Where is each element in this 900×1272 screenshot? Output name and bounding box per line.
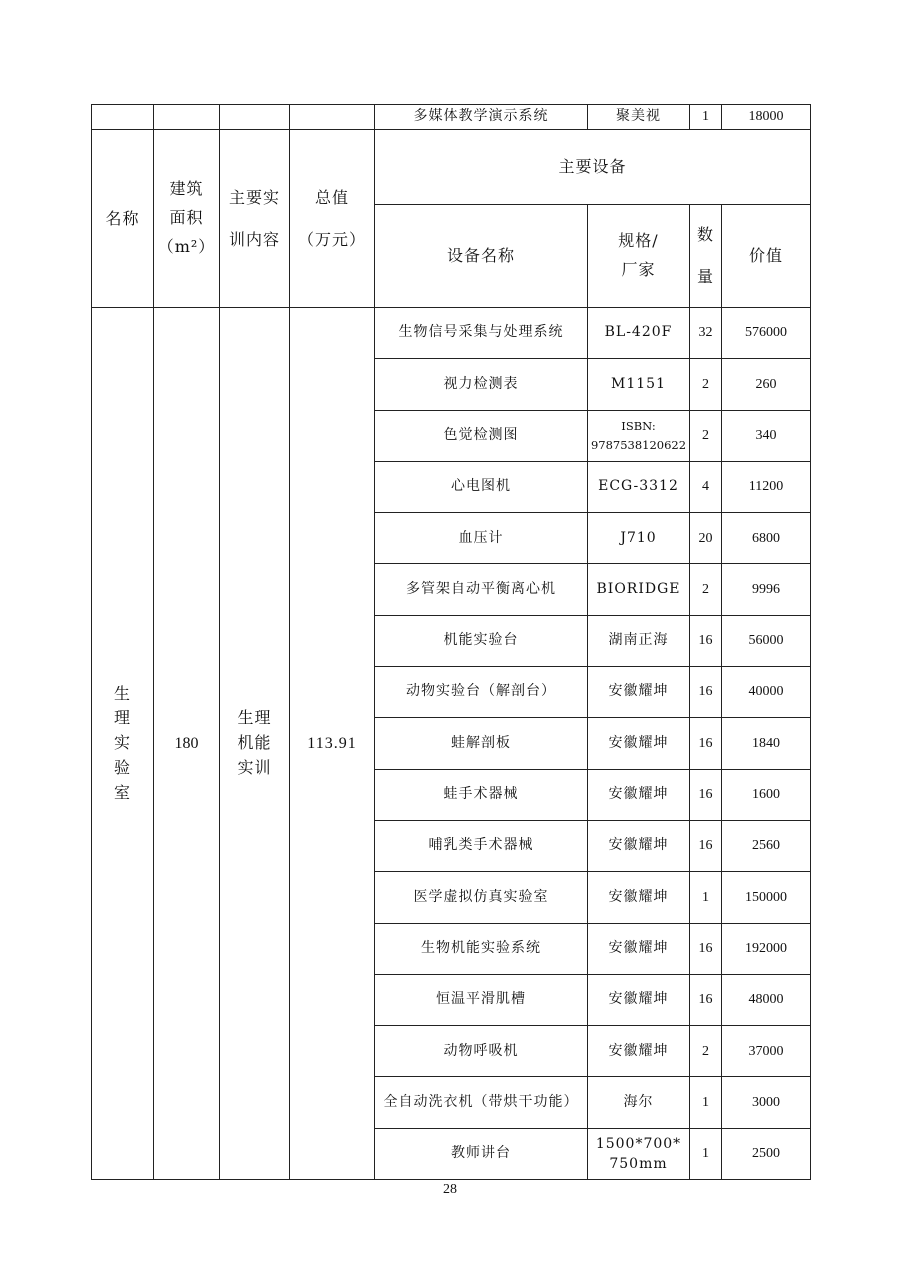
equipment-price: 48000 bbox=[722, 974, 811, 1025]
equipment-qty: 2 bbox=[690, 1026, 722, 1077]
equipment-spec: 1500*700* 750mm bbox=[588, 1128, 690, 1179]
equipment-spec: 安徽耀坤 bbox=[588, 872, 690, 923]
equipment-table-container bbox=[91, 104, 810, 1180]
equipment-qty: 2 bbox=[690, 564, 722, 615]
lab-content-line: 生理 bbox=[237, 708, 272, 728]
equipment-qty: 16 bbox=[690, 769, 722, 820]
equipment-qty: 20 bbox=[690, 513, 722, 564]
lab-area: 180 bbox=[154, 308, 220, 1180]
equipment-name: 动物实验台（解剖台） bbox=[375, 667, 588, 718]
equipment-qty: 16 bbox=[690, 974, 722, 1025]
header-main-equipment: 主要设备 bbox=[375, 130, 811, 205]
continued-row bbox=[92, 105, 811, 130]
equipment-qty: 16 bbox=[690, 923, 722, 974]
equipment-price: 192000 bbox=[722, 923, 811, 974]
equipment-qty: 1 bbox=[690, 1077, 722, 1128]
lab-name-char: 实 bbox=[113, 733, 131, 753]
equipment-qty: 16 bbox=[690, 820, 722, 871]
equipment-qty: 16 bbox=[690, 667, 722, 718]
lab-content-line: 实训 bbox=[237, 757, 272, 777]
equipment-row bbox=[92, 308, 811, 359]
equipment-price: 56000 bbox=[722, 615, 811, 666]
equipment-spec: ISBN: 9787538120622 bbox=[588, 410, 690, 461]
equipment-price: 260 bbox=[722, 359, 811, 410]
equipment-spec: 安徽耀坤 bbox=[588, 667, 690, 718]
header-total bbox=[290, 130, 375, 308]
equipment-spec: ECG-3312 bbox=[588, 461, 690, 512]
header-content-line: 主要实 bbox=[228, 187, 280, 207]
header-spec-line: 厂家 bbox=[621, 260, 656, 279]
lab-name-char: 室 bbox=[113, 782, 131, 802]
equipment-price: 40000 bbox=[722, 667, 811, 718]
cell-empty bbox=[290, 105, 375, 130]
cell-empty bbox=[154, 105, 220, 130]
equipment-price: 2500 bbox=[722, 1128, 811, 1179]
equipment-qty: 1 bbox=[690, 105, 722, 130]
equipment-spec: M1151 bbox=[588, 359, 690, 410]
header-qty-line: 量 bbox=[696, 267, 714, 286]
equipment-spec: J710 bbox=[588, 513, 690, 564]
equipment-spec: 安徽耀坤 bbox=[588, 923, 690, 974]
equipment-price: 150000 bbox=[722, 872, 811, 923]
header-name: 名称 bbox=[92, 130, 154, 308]
equipment-price: 9996 bbox=[722, 564, 811, 615]
lab-name-char: 验 bbox=[113, 757, 131, 777]
equipment-price: 37000 bbox=[722, 1026, 811, 1077]
equipment-name: 医学虚拟仿真实验室 bbox=[375, 872, 588, 923]
equipment-qty: 4 bbox=[690, 461, 722, 512]
equipment-name: 恒温平滑肌槽 bbox=[375, 974, 588, 1025]
header-qty-line: 数 bbox=[696, 225, 714, 245]
header-row-1 bbox=[92, 130, 811, 205]
equipment-name: 多管架自动平衡离心机 bbox=[375, 564, 588, 615]
equipment-name: 机能实验台 bbox=[375, 615, 588, 666]
equipment-spec: 安徽耀坤 bbox=[588, 769, 690, 820]
header-content bbox=[220, 130, 290, 308]
equipment-price: 11200 bbox=[722, 461, 811, 512]
header-equipment-spec bbox=[588, 205, 690, 308]
header-equipment-price: 价值 bbox=[722, 205, 811, 308]
equipment-name: 色觉检测图 bbox=[375, 410, 588, 461]
equipment-price: 340 bbox=[722, 410, 811, 461]
lab-name-char: 理 bbox=[113, 708, 131, 728]
equipment-name: 动物呼吸机 bbox=[375, 1026, 588, 1077]
equipment-spec: 安徽耀坤 bbox=[588, 974, 690, 1025]
equipment-name: 多媒体教学演示系统 bbox=[375, 105, 588, 130]
equipment-price: 3000 bbox=[722, 1077, 811, 1128]
equipment-qty: 1 bbox=[690, 1128, 722, 1179]
equipment-name: 哺乳类手术器械 bbox=[375, 820, 588, 871]
equipment-name: 生物机能实验系统 bbox=[375, 923, 588, 974]
equipment-price: 1600 bbox=[722, 769, 811, 820]
equipment-spec: 安徽耀坤 bbox=[588, 820, 690, 871]
header-spec-line: 规格/ bbox=[618, 231, 659, 251]
equipment-name: 蛙解剖板 bbox=[375, 718, 588, 769]
header-area-line: 面积 bbox=[169, 208, 204, 228]
lab-content-line: 机能 bbox=[237, 733, 272, 753]
equipment-qty: 2 bbox=[690, 359, 722, 410]
equipment-spec: 安徽耀坤 bbox=[588, 1026, 690, 1077]
equipment-spec: BIORIDGE bbox=[588, 564, 690, 615]
equipment-spec: 海尔 bbox=[588, 1077, 690, 1128]
equipment-name: 生物信号采集与处理系统 bbox=[375, 308, 588, 359]
lab-content bbox=[220, 308, 290, 1180]
equipment-price: 18000 bbox=[722, 105, 811, 130]
lab-name bbox=[92, 308, 154, 1180]
equipment-name: 视力检测表 bbox=[375, 359, 588, 410]
header-equipment-name: 设备名称 bbox=[375, 205, 588, 308]
lab-total: 113.91 bbox=[290, 308, 375, 1180]
equipment-price: 1840 bbox=[722, 718, 811, 769]
cell-empty bbox=[220, 105, 290, 130]
equipment-qty: 16 bbox=[690, 615, 722, 666]
equipment-price: 6800 bbox=[722, 513, 811, 564]
page-number: 28 bbox=[443, 1182, 457, 1197]
equipment-spec: 湖南正海 bbox=[588, 615, 690, 666]
header-content-line: 训内容 bbox=[228, 229, 280, 249]
equipment-price: 576000 bbox=[722, 308, 811, 359]
equipment-name: 教师讲台 bbox=[375, 1128, 588, 1179]
header-area bbox=[154, 130, 220, 308]
equipment-spec: 安徽耀坤 bbox=[588, 718, 690, 769]
cell-empty bbox=[92, 105, 154, 130]
equipment-table bbox=[91, 104, 811, 1180]
equipment-name: 全自动洗衣机（带烘干功能） bbox=[375, 1077, 588, 1128]
equipment-qty: 1 bbox=[690, 872, 722, 923]
header-total-line: （万元） bbox=[297, 229, 366, 249]
equipment-name: 心电图机 bbox=[375, 461, 588, 512]
equipment-price: 2560 bbox=[722, 820, 811, 871]
header-equipment-qty bbox=[690, 205, 722, 308]
header-area-line: 建筑 bbox=[169, 179, 204, 199]
equipment-qty: 16 bbox=[690, 718, 722, 769]
lab-name-char: 生 bbox=[113, 683, 131, 703]
equipment-qty: 32 bbox=[690, 308, 722, 359]
equipment-name: 蛙手术器械 bbox=[375, 769, 588, 820]
equipment-name: 血压计 bbox=[375, 513, 588, 564]
header-area-line: （m²） bbox=[157, 236, 216, 256]
equipment-spec: 聚美视 bbox=[588, 105, 690, 130]
equipment-spec: BL-420F bbox=[588, 308, 690, 359]
equipment-qty: 2 bbox=[690, 410, 722, 461]
header-total-line: 总值 bbox=[314, 187, 349, 207]
